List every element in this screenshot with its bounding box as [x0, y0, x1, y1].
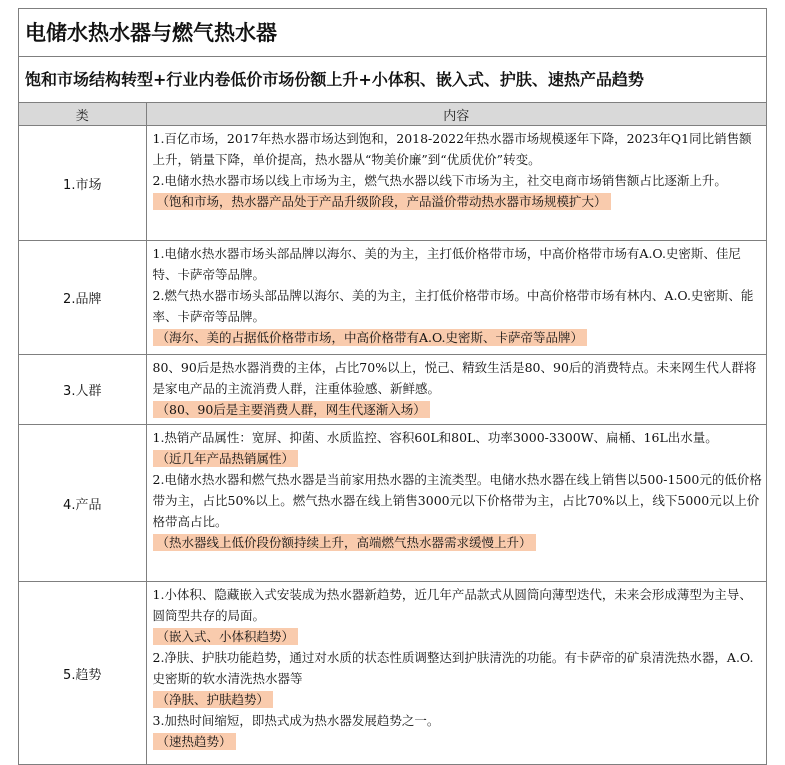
content-line: 2.电储水热水器市场以线上市场为主，燃气热水器以线下市场为主，社交电商市场销售额占比逐渐上升。 [152, 173, 727, 188]
highlight-summary [153, 626, 763, 647]
header-category: 类 [19, 103, 146, 126]
row-content [146, 355, 766, 425]
content-line: 1.百亿市场，2017年热水器市场达到饱和，2018-2022年热水器市场规模逐年下降，2023年Q1同比销售额上升，销量下降，单价提高，热水器从“物美价廉”到“优质优价”转变。 [152, 131, 752, 167]
content-line: 2.净肤、护肤功能趋势，通过对水质的状态性质调整达到护肤清洗的功能。有卡萨帝的矿泉清洗热水器，A.O.史密斯的软水清洗热水器等 [152, 650, 754, 686]
highlight-summary [153, 399, 763, 420]
row-category: 2.品牌 [19, 241, 146, 355]
row-content [146, 425, 766, 582]
table-row [19, 425, 766, 582]
row-content [146, 126, 766, 241]
row-content [146, 241, 766, 355]
highlight-summary [153, 689, 763, 710]
highlight-text: （80、90后是主要消费人群，网生代逐渐入场） [153, 401, 430, 418]
highlight-summary [153, 191, 763, 212]
highlight-text: （净肤、护肤趋势） [153, 691, 274, 708]
content-line: 80、90后是热水器消费的主体，占比70%以上，悦己、精致生活是80、90后的消费特点。未来网生代人群将是家电产品的主流消费人群，注重体验感、新鲜感。 [152, 360, 757, 396]
table-row [19, 126, 766, 241]
content-line: 2.燃气热水器市场头部品牌以海尔、美的为主，主打低价格带市场。中高价格带市场有林内、A.O.史密斯、能率、卡萨帝等品牌。 [152, 288, 754, 324]
header-content: 内容 [146, 103, 766, 126]
highlight-summary [153, 731, 763, 752]
row-category: 4.产品 [19, 425, 146, 582]
content-line: 1.电储水热水器市场头部品牌以海尔、美的为主，主打低价格带市场，中高价格带市场有A.O.史密斯、佳尼特、卡萨帝等品牌。 [152, 246, 741, 282]
row-category: 1.市场 [19, 126, 146, 241]
document-subtitle: 饱和市场结构转型+行业内卷低价市场份额上升+小体积、嵌入式、护肤、速热产品趋势 [19, 57, 766, 103]
highlight-text: （海尔、美的占据低价格带市场，中高价格带有A.O.史密斯、卡萨帝等品牌） [153, 329, 588, 346]
table-header-row [19, 103, 766, 126]
document-sheet [18, 8, 767, 765]
document-title: 电储水热水器与燃气热水器 [19, 9, 766, 57]
highlight-summary [153, 448, 763, 469]
highlight-summary [153, 327, 763, 348]
content-line: 1.小体积、隐藏嵌入式安装成为热水器新趋势，近几年产品款式从圆筒向薄型迭代，未来会形成薄型为主导、圆筒型共存的局面。 [152, 587, 752, 623]
table-row [19, 241, 766, 355]
highlight-text: （近几年产品热销属性） [153, 450, 299, 467]
content-table [19, 103, 766, 764]
highlight-text: （热水器线上低价段份额持续上升，高端燃气热水器需求缓慢上升） [153, 534, 536, 551]
content-line: 1.热销产品属性：宽屏、抑菌、水质监控、容积60L和80L、功率3000-3300W、扁桶、16L出水量。 [152, 430, 718, 445]
content-line: 3.加热时间缩短，即热式成为热水器发展趋势之一。 [152, 713, 440, 728]
highlight-text: （饱和市场，热水器产品处于产品升级阶段，产品溢价带动热水器市场规模扩大） [153, 193, 611, 210]
highlight-text: （嵌入式、小体积趋势） [153, 628, 299, 645]
table-row [19, 582, 766, 765]
highlight-text: （速热趋势） [153, 733, 236, 750]
row-category: 5.趋势 [19, 582, 146, 765]
table-row [19, 355, 766, 425]
highlight-summary [153, 532, 763, 553]
row-content [146, 582, 766, 765]
row-category: 3.人群 [19, 355, 146, 425]
content-line: 2.电储水热水器和燃气热水器是当前家用热水器的主流类型。电储水热水器在线上销售以500-1500元的低价格带为主，占比50%以上。燃气热水器在线上销售3000元以下价格带为主，占比70%以上，线下5000元以上价格带高占比。 [152, 472, 762, 529]
